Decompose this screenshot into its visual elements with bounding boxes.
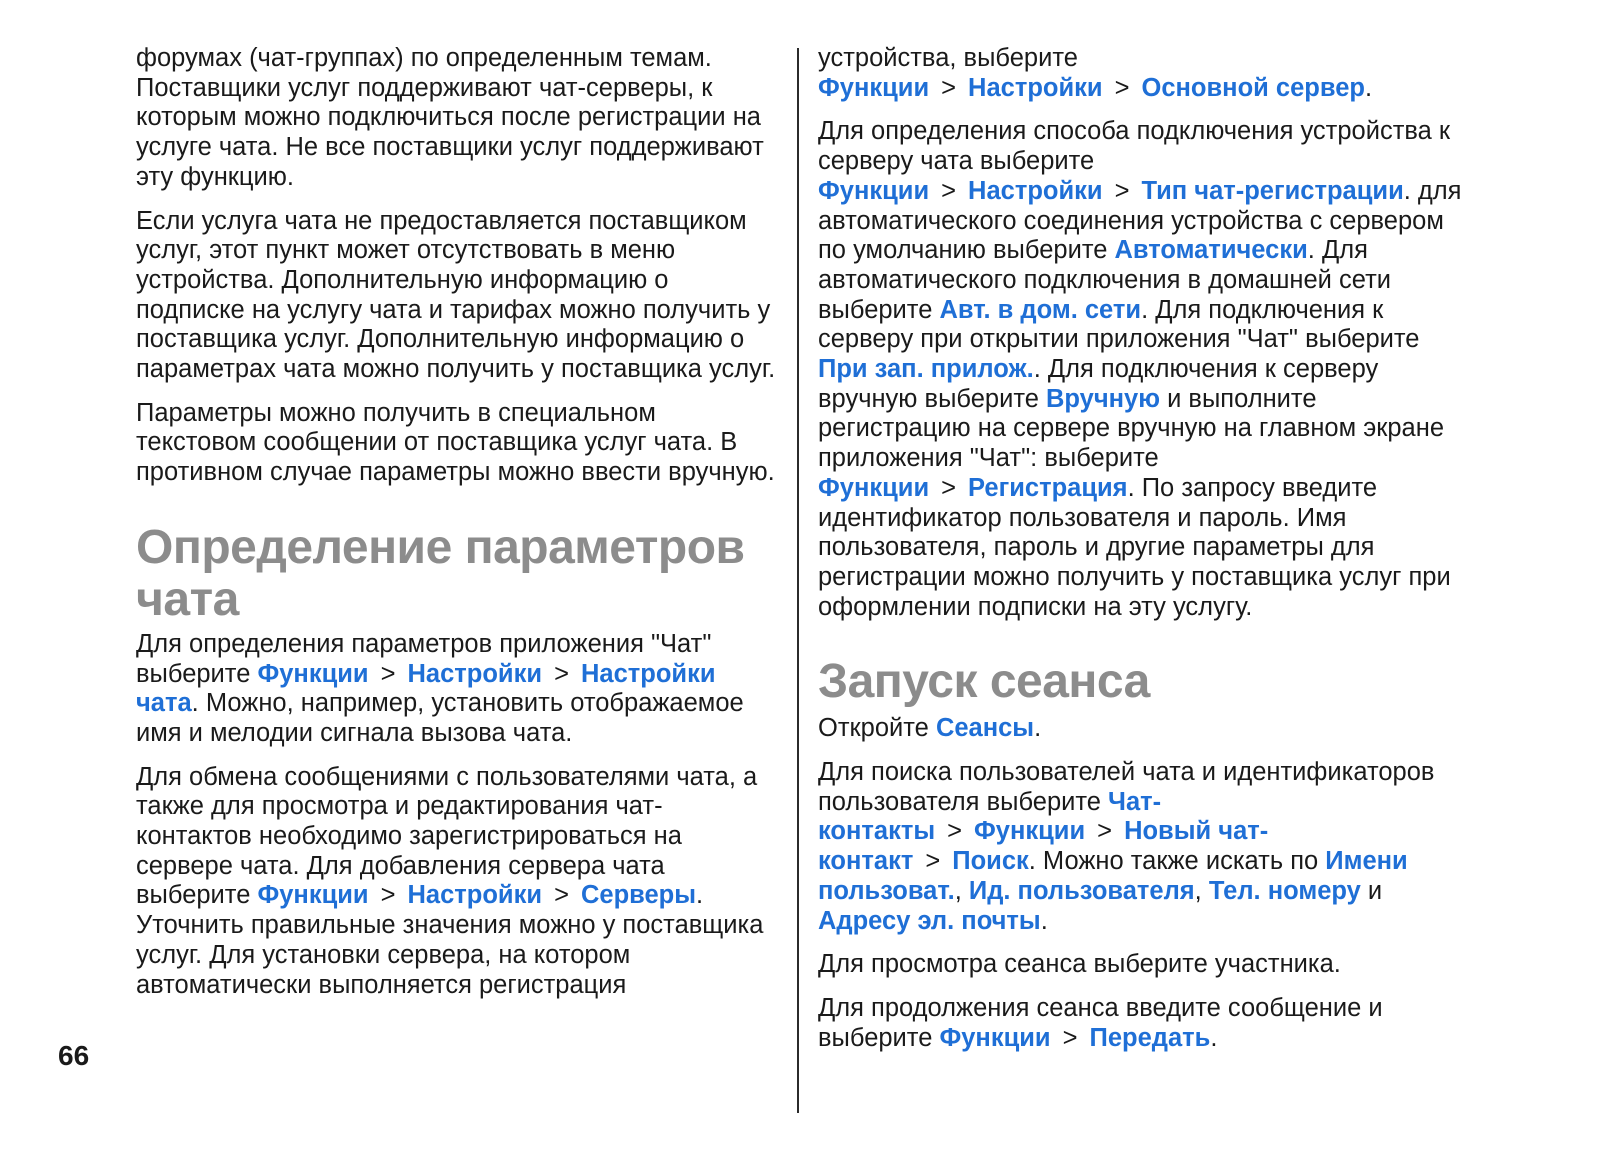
- menu-path-chat-contacts: Чат-контакты: [818, 787, 1162, 846]
- path-separator: >: [941, 176, 957, 205]
- menu-path-settings: Настройки: [407, 881, 543, 910]
- option-on-app-start: При зап. прилож.: [818, 355, 1034, 384]
- menu-path-functions: Функции: [939, 1023, 1051, 1052]
- menu-path-functions: Функции: [818, 473, 930, 502]
- text: . Можно также искать по: [1028, 847, 1326, 876]
- menu-path-default-server: Основной сервер: [1141, 73, 1365, 102]
- menu-path-chat-settings: Настройки чата: [136, 659, 716, 718]
- path-separator: >: [925, 847, 941, 876]
- path-separator: >: [554, 659, 569, 688]
- menu-path-functions: Функции: [818, 176, 930, 205]
- text: ,: [1194, 876, 1209, 905]
- text: . Для подключения к серверу при открытии приложения "Чат" выберите: [818, 295, 1420, 354]
- menu-path-servers: Серверы: [580, 881, 697, 910]
- menu-path-functions: Функции: [974, 817, 1086, 846]
- text: .: [1040, 906, 1048, 935]
- path-separator: >: [1097, 817, 1113, 846]
- menu-path-sessions: Сеансы: [935, 714, 1035, 743]
- option-user-id: Ид. пользователя: [968, 876, 1195, 905]
- option-manual: Вручную: [1045, 384, 1160, 413]
- path-separator: >: [941, 473, 957, 502]
- page-number: 66: [58, 1040, 90, 1071]
- option-phone-number: Тел. номеру: [1208, 876, 1361, 905]
- menu-path-functions: Функции: [818, 73, 930, 102]
- path-separator: >: [380, 881, 396, 910]
- paragraph: [818, 714, 1470, 744]
- path-separator: >: [947, 817, 963, 846]
- menu-path-search: Поиск: [952, 847, 1029, 876]
- path-separator: >: [1114, 73, 1130, 102]
- menu-path-login-type: Тип чат-регистрации: [1141, 176, 1404, 205]
- path-separator: >: [941, 73, 957, 102]
- paragraph: Параметры можно получить в специальном текстовом сообщении от поставщика услуг чата. В противном случае параметры можно ввести вручную.: [136, 398, 775, 487]
- option-auto-home-network: Авт. в дом. сети: [939, 295, 1142, 324]
- option-user-name: Имени пользоват.: [818, 847, 1408, 905]
- right-column: [818, 44, 1470, 1067]
- text: . Для автоматического подключения в домашней сети выберите: [818, 236, 1392, 324]
- text: Для определения параметров приложения "Чат" выберите: [136, 629, 712, 688]
- paragraph: [136, 630, 776, 749]
- option-automatic: Автоматически: [1114, 236, 1308, 265]
- text: и выполните регистрацию на сервере вручную на главном экране приложения "Чат": выберите: [818, 384, 1445, 473]
- paragraph: Для просмотра сеанса выберите участника.: [818, 950, 1341, 979]
- paragraph: [818, 44, 1470, 103]
- paragraph: Если услуга чата не предоставляется поставщиком услуг, этот пункт может отсутствовать в меню устройства. Дополнительную информацию о подписке на услугу чата и тарифах можно получить у поставщика услуг. Дополнительную информацию о параметрах чата можно получить у поставщика услуг.: [136, 206, 776, 384]
- left-column: [136, 44, 776, 1014]
- paragraph: форумах (чат-группах) по определенным темам. Поставщики услуг поддерживают чат-серверы, к которым можно подключиться после регистрации на услуге чата. Не все поставщики услуг поддерживают эту функцию.: [136, 44, 764, 191]
- column-divider: [797, 48, 799, 1113]
- menu-path-settings: Настройки: [407, 659, 543, 688]
- text: . для автоматического соединения устройства с сервером по умолчанию выберите: [818, 176, 1462, 265]
- path-separator: >: [1062, 1023, 1078, 1052]
- text: . Для подключения к серверу вручную выберите: [818, 355, 1379, 413]
- path-separator: >: [1114, 176, 1130, 205]
- text: Для продолжения сеанса введите сообщение и выберите: [818, 993, 1383, 1052]
- text: Для определения способа подключения устройства к серверу чата выберите: [818, 117, 1451, 176]
- text: .: [1034, 714, 1042, 743]
- text: Откройте: [818, 714, 936, 743]
- text: и: [1360, 876, 1383, 905]
- paragraph: [136, 763, 776, 1001]
- paragraph: [818, 117, 1470, 622]
- menu-path-settings: Настройки: [968, 73, 1103, 102]
- option-email-address: Адресу эл. почты: [818, 906, 1041, 935]
- text: . Уточнить правильные значения можно у поставщика услуг. Для установки сервера, на котором автоматически выполняется регистрация: [136, 881, 764, 999]
- path-separator: >: [554, 881, 569, 910]
- menu-path-functions: Функции: [257, 659, 369, 688]
- text: . Можно, например, установить отображаемое имя и мелодии сигнала вызова чата.: [136, 689, 744, 747]
- menu-path-functions: Функции: [257, 881, 369, 910]
- paragraph: [818, 758, 1470, 936]
- menu-path-send: Передать: [1089, 1023, 1211, 1052]
- text: устройства, выберите: [818, 44, 1078, 72]
- text: .: [1364, 73, 1373, 102]
- text: Для поиска пользователей чата и идентификаторов пользователя выберите: [818, 758, 1435, 816]
- text: Для обмена сообщениями с пользователями чата, а также для просмотра и редактирования чат-контактов необходимо зарегистрироваться на сервере чата. Для добавления сервера чата выберите: [136, 762, 758, 910]
- menu-path-login: Регистрация: [968, 473, 1128, 502]
- menu-path-settings: Настройки: [968, 176, 1103, 205]
- section-heading-start-session: Запуск сеанса: [818, 655, 1150, 709]
- paragraph: [818, 994, 1470, 1053]
- text: . По запросу введите идентификатор пользователя и пароль. Имя пользователя, пароль и другие параметры для регистрации можно получить у поставщика услуг при оформлении подписки на эту услугу.: [818, 473, 1451, 621]
- menu-path-new-chat-contact: Новый чат-контакт: [818, 817, 1269, 876]
- text: ,: [954, 876, 969, 905]
- path-separator: >: [380, 659, 396, 688]
- section-heading-chat-settings: Определение параметров чата: [136, 520, 745, 626]
- text: .: [1210, 1023, 1218, 1052]
